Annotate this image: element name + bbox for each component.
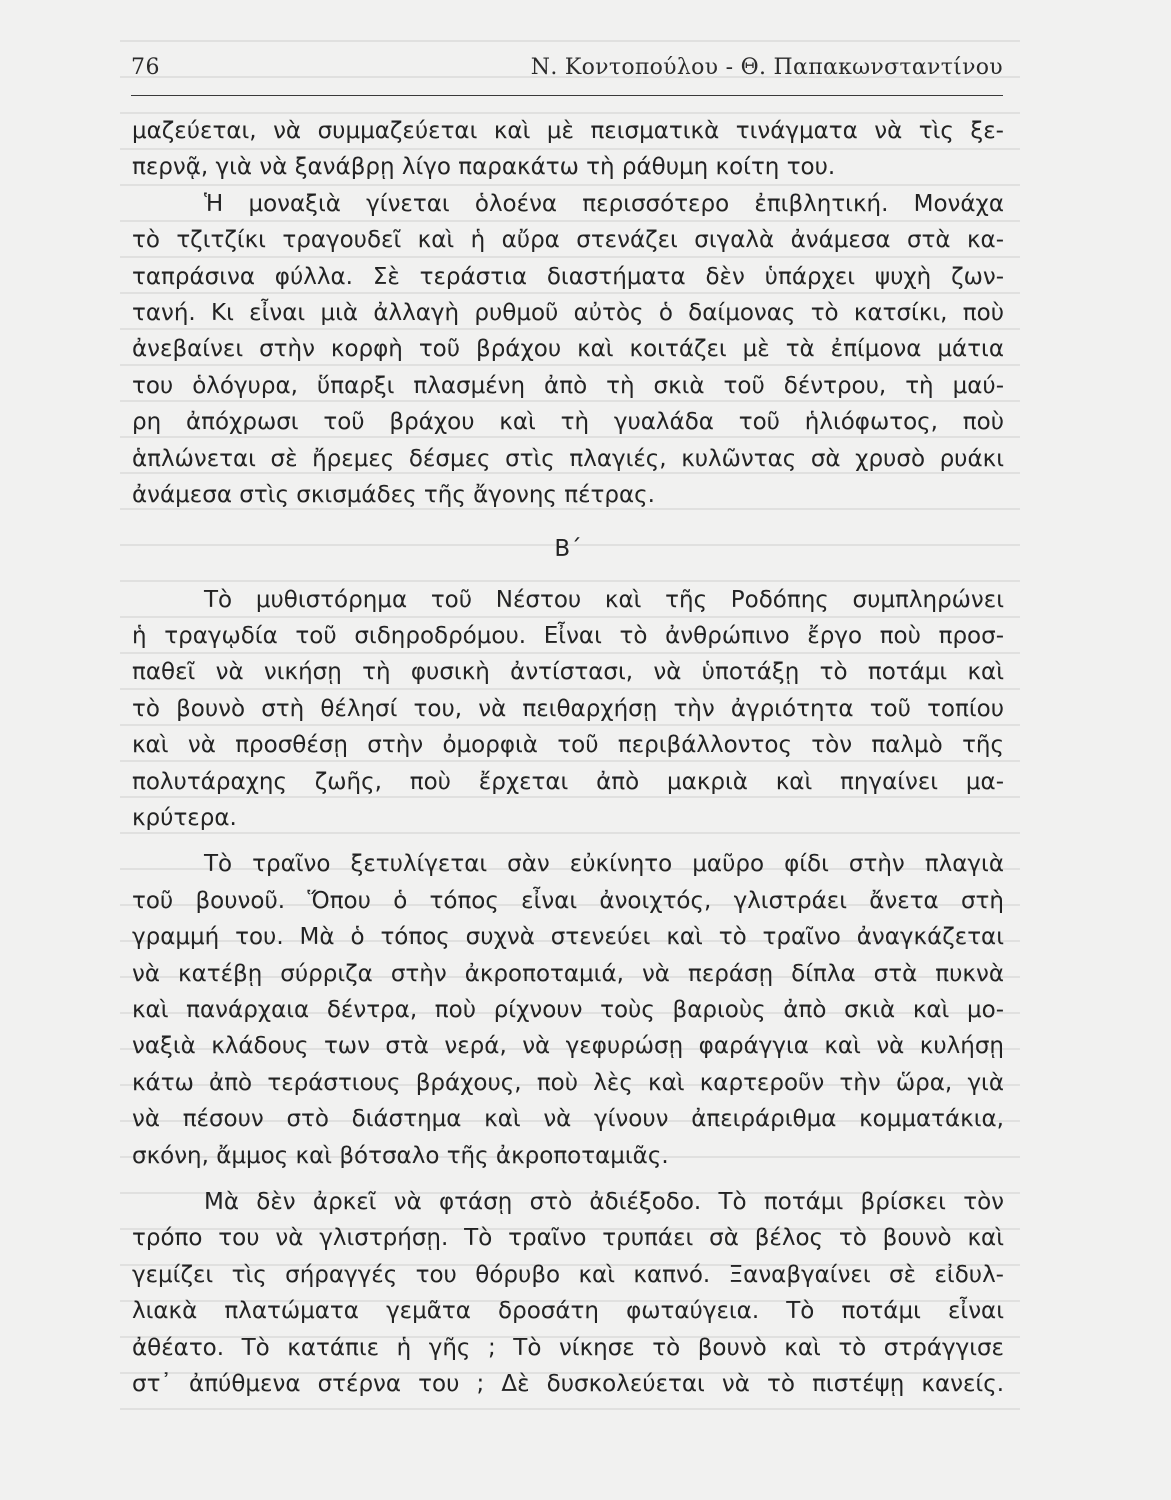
text-line: γραμμή του. Μὰ ὁ τόπος συχνὰ στενεύει καὶ τὸ τραῖνο ἀναγκάζεται bbox=[132, 924, 1004, 951]
text-line: γεμίζει τὶς σήραγγές του θόρυβο καὶ καπνό. Ξαναβγαίνει σὲ εἰδυλ- bbox=[132, 1261, 1004, 1288]
text-line: ταπράσινα φύλλα. Σὲ τεράστια διαστήματα δὲν ὑπάρχει ψυχὴ ζων- bbox=[132, 263, 1004, 290]
text-line: τοῦ βουνοῦ. Ὅπου ὁ τόπος εἶναι ἀνοιχτός, γλιστράει ἄνετα στὴ bbox=[132, 887, 1004, 914]
text-line: καὶ νὰ προσθέσῃ στὴν ὀμορφιὰ τοῦ περιβάλλοντος τὸν παλμὸ τῆς bbox=[132, 732, 1004, 759]
text-line: κάτω ἀπὸ τεράστιους βράχους, ποὺ λὲς καὶ καρτεροῦν τὴν ὥρα, γιὰ bbox=[132, 1069, 1004, 1096]
paragraph-gap bbox=[132, 1174, 1004, 1184]
paragraph-4 bbox=[132, 1184, 1004, 1402]
text-line: μαζεύεται, νὰ συμμαζεύεται καὶ μὲ πεισματικὰ τινάγματα νὰ τὶς ξε- bbox=[132, 118, 1004, 144]
text-line: στ᾽ ἀπύθμενα στέρνα του ; Δὲ δυσκολεύεται νὰ τὸ πιστέψῃ κανείς. bbox=[132, 1370, 1004, 1397]
text-line: ἡ τραγῳδία τοῦ σιδηροδρόμου. Εἶναι τὸ ἀνθρώπινο ἔργο ποὺ προσ- bbox=[132, 623, 1004, 650]
text-line: τὸ βουνὸ στὴ θέλησί του, νὰ πειθαρχήσῃ τὴν ἀγριότητα τοῦ τοπίου bbox=[132, 695, 1004, 722]
header-rule bbox=[131, 95, 1003, 96]
text-line: ἁπλώνεται σὲ ἤρεμες δέσμες στὶς πλαγιές, κυλῶντας σὰ χρυσὸ ρυάκι bbox=[132, 445, 1004, 472]
text-line: τανή. Κι εἶναι μιὰ ἀλλαγὴ ρυθμοῦ αὐτὸς ὁ δαίμονας τὸ κατσίκι, ποὺ bbox=[132, 299, 1004, 326]
text-line: λιακὰ πλατώματα γεμᾶτα δροσάτη φωταύγεια. Τὸ ποτάμι εἶναι bbox=[132, 1298, 1004, 1325]
text-line: ναξιὰ κλάδους των στὰ νερά, νὰ γεφυρώσῃ φαράγγια καὶ νὰ κυλήσῃ bbox=[132, 1033, 1004, 1060]
paragraph-gap bbox=[132, 836, 1004, 846]
text-line: περνᾷ, γιὰ νὰ ξανάβρῃ λίγο παρακάτω τὴ ράθυμη κοίτη του. bbox=[132, 154, 836, 181]
text-line: ἀνάμεσα στὶς σκισμάδες τῆς ἄγονης πέτρας. bbox=[132, 481, 655, 508]
paragraph-2 bbox=[132, 582, 1004, 837]
text-line: πολυτάραχης ζωῆς, ποὺ ἔρχεται ἀπὸ μακριὰ καὶ πηγαίνει μα- bbox=[132, 768, 1004, 795]
page-number: 76 bbox=[131, 55, 160, 80]
text-line: ἀθέατο. Τὸ κατάπιε ἡ γῆς ; Τὸ νίκησε τὸ βουνὸ καὶ τὸ στράγγισε bbox=[132, 1334, 1004, 1361]
text-line: νὰ κατέβῃ σύρριζα στὴν ἀκροποταμιά, νὰ περάσῃ δίπλα στὰ πυκνὰ bbox=[132, 960, 1004, 987]
section-heading: Β΄ bbox=[554, 536, 582, 563]
text-line: τρόπο του νὰ γλιστρήσῃ. Τὸ τραῖνο τρυπάει σὰ βέλος τὸ βουνὸ καὶ bbox=[132, 1225, 1004, 1252]
text-line: νὰ πέσουν στὸ διάστημα καὶ νὰ γίνουν ἀπειράριθμα κομματάκια, bbox=[132, 1106, 1004, 1133]
text-line: Μὰ δὲν ἀρκεῖ νὰ φτάσῃ στὸ ἀδιέξοδο. Τὸ ποτάμι βρίσκει τὸν bbox=[204, 1188, 1004, 1215]
text-line: ἀνεβαίνει στὴν κορφὴ τοῦ βράχου καὶ κοιτάζει μὲ τὰ ἐπίμονα μάτια bbox=[132, 336, 1004, 363]
text-line: σκόνη, ἄμμος καὶ βότσαλο τῆς ἀκροποταμιᾶς. bbox=[132, 1142, 669, 1169]
text-line: ρη ἀπόχρωσι τοῦ βράχου καὶ τὴ γυαλάδα τοῦ ἡλιόφωτος, ποὺ bbox=[132, 409, 1004, 436]
text-line: Ἡ μοναξιὰ γίνεται ὁλοένα περισσότερο ἐπιβλητική. Μονάχα bbox=[204, 190, 1004, 217]
body-text bbox=[132, 113, 1004, 1402]
paragraph-3 bbox=[132, 846, 1004, 1174]
page-header bbox=[131, 55, 1003, 85]
text-line: τὸ τζιτζίκι τραγουδεῖ καὶ ἡ αὔρα στενάζει σιγαλὰ ἀνάμεσα στὰ κα- bbox=[132, 227, 1004, 254]
running-head: Ν. Κοντοπούλου - Θ. Παπακωνσταντίνου bbox=[530, 55, 1003, 80]
intro-paragraph bbox=[132, 113, 1004, 186]
text-line: καὶ πανάρχαια δέντρα, ποὺ ρίχνουν τοὺς βαριοὺς ἀπὸ σκιὰ καὶ μο- bbox=[132, 996, 1004, 1023]
paragraph-1 bbox=[132, 186, 1004, 514]
text-line: του ὁλόγυρα, ὕπαρξι πλασμένη ἀπὸ τὴ σκιὰ τοῦ δέντρου, τὴ μαύ- bbox=[132, 372, 1004, 399]
text-line: κρύτερα. bbox=[132, 805, 237, 832]
text-line: παθεῖ νὰ νικήσῃ τὴ φυσικὴ ἀντίστασι, νὰ ὑποτάξῃ τὸ ποτάμι καὶ bbox=[132, 659, 1004, 686]
text-line: Τὸ τραῖνο ξετυλίγεται σὰν εὐκίνητο μαῦρο φίδι στὴν πλαγιὰ bbox=[204, 851, 1004, 878]
text-line: Τὸ μυθιστόρημα τοῦ Νέστου καὶ τῆς Ροδόπης συμπληρώνει bbox=[204, 586, 1004, 613]
